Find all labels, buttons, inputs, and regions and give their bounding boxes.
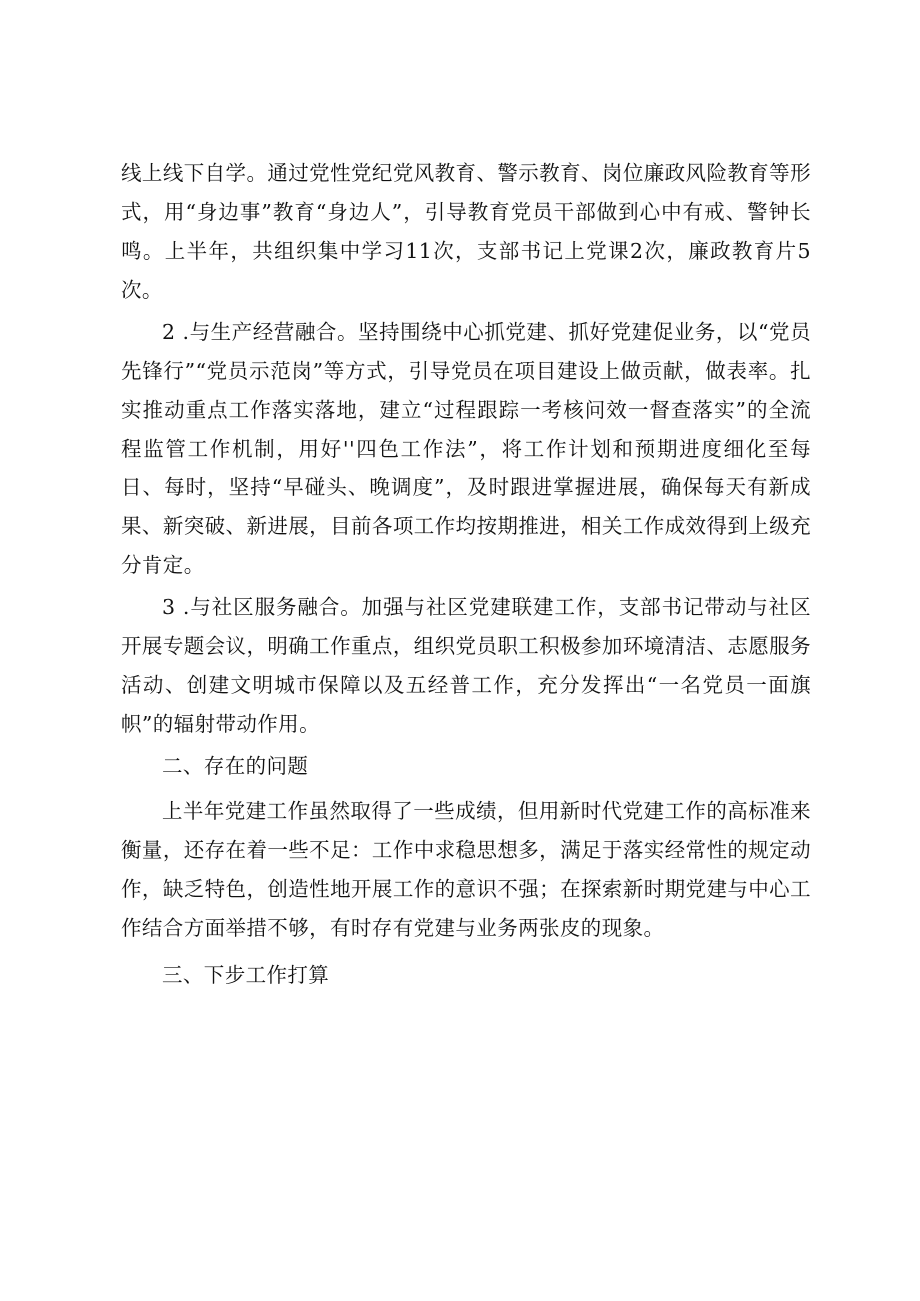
paragraph-problems: 上半年党建工作虽然取得了一些成绩，但用新时代党建工作的高标准来衡量，还存在着一些不足：工作中求稳思想多，满足于落实经常性的规定动作，缺乏特色，创造性地开展工作的意识不强；在探索新时期党建与中心工作结合方面举措不够，有时存有党建与业务两张皮的现象。 [121, 799, 811, 940]
document-body [121, 154, 811, 1001]
paragraph-self-study-continuation: 线上线下自学。通过党性党纪党风教育、警示教育、岗位廉政风险教育等形式，用“身边事”教育“身边人”，引导教育党员干部做到心中有戒、警钟长鸣。上半年，共组织集中学习11次，支部书记上党课2次，廉政教育片5次。 [121, 161, 811, 302]
section-heading-next-steps: 三、下步工作打算 [162, 962, 330, 987]
paragraph-production-integration: 2 .与生产经营融合。坚持围绕中心抓党建、抓好党建促业务，以“党员先锋行”“党员示范岗”等方式，引导党员在项目建设上做贡献，做表率。扎实推动重点工作落实落地，建立“过程跟踪一考核问效一督查落实”的全流程监管工作机制，用好''四色工作法”，将工作计划和预期进度细化至每日、每时，坚持“早碰头、晚调度”，及时跟进掌握进展，确保每天有新成果、新突破、新进展，目前各项工作均按期推进，相关工作成效得到上级充分肯定。 [121, 319, 811, 578]
section-heading-problems: 二、存在的问题 [162, 754, 309, 779]
paragraph-community-integration: 3 .与社区服务融合。加强与社区党建联建工作，支部书记带动与社区开展专题会议，明确工作重点，组织党员职工积极参加环境清洁、志愿服务活动、创建文明城市保障以及五经普工作，充分发挥出“一名党员一面旗帜”的辐射带动作用。 [121, 595, 811, 737]
